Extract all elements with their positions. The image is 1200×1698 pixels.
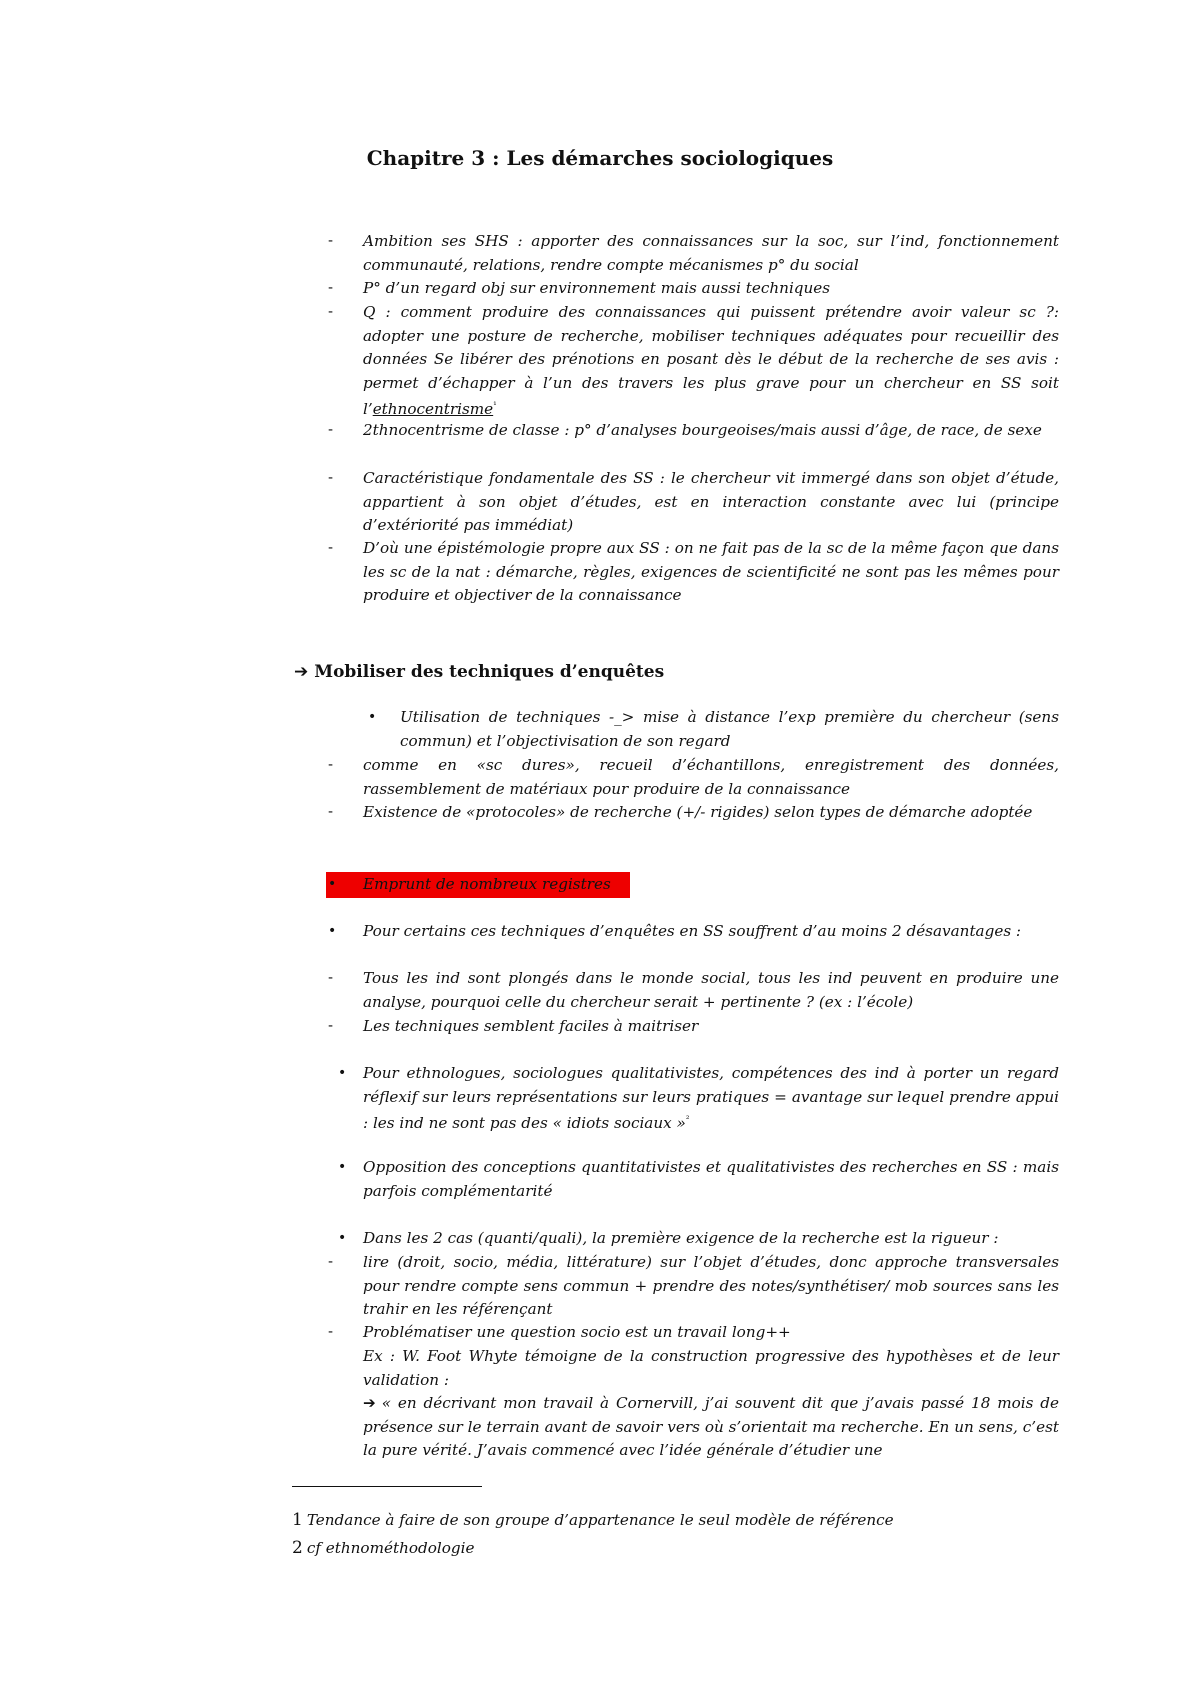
list-dash: -	[328, 757, 334, 773]
list-item-text: Q : comment produire des connaissances qui puissent prétendre avoir valeur sc ?: adopter une posture de recherche, mobiliser techniques adéquates pour recueillir des données Se libérer des prénotions en posant dès le début de la recherche de ses avis : permet d’échapper à l’un des travers les plus grave pour un chercheur en SS soit l’	[363, 303, 1059, 418]
list-item: Ambition ses SHS : apporter des connaissances sur la soc, sur l’ind, fonctionnement communauté, relations, rendre compte mécanismes p° du social	[363, 232, 1059, 274]
ethnocentrisme-term: ethnocentrisme	[372, 400, 494, 418]
list-item: lire (droit, socio, média, littérature) sur l’objet d’études, donc approche transversales pour rendre compte sens commun + prendre des notes/synthétiser/ mob sources sans les trahir en les référençant	[363, 1253, 1059, 1318]
footnote-number: 1	[292, 1510, 303, 1530]
footnote-text: Tendance à faire de son groupe d’appartenance le seul modèle de référence	[306, 1511, 894, 1529]
list-item-highlighted: Emprunt de nombreux registres	[363, 875, 611, 893]
list-item	[363, 1062, 1059, 1136]
section-heading-text: Mobiliser des techniques d’enquêtes	[314, 662, 665, 682]
list-item: Problématiser une question socio est un travail long++	[363, 1323, 791, 1341]
footnote	[292, 1538, 474, 1558]
list-dash: -	[328, 470, 334, 486]
list-dash: -	[328, 970, 334, 986]
footnote-ref: ¹	[493, 401, 497, 411]
list-bullet: •	[328, 923, 337, 939]
section-heading	[294, 662, 664, 682]
list-item: P° d’un regard obj sur environnement mais aussi techniques	[363, 279, 831, 297]
list-bullet: •	[338, 1065, 347, 1081]
list-item: Les techniques semblent faciles à maitriser	[363, 1017, 699, 1035]
list-item-text: Pour ethnologues, sociologues qualitativistes, compétences des ind à porter un regard réflexif sur leurs représentations sur leurs pratiques = avantage sur lequel prendre appui : les ind ne sont pas des « idiots sociaux »	[363, 1064, 1059, 1132]
footnote-separator	[292, 1486, 482, 1487]
list-dash: -	[328, 280, 334, 296]
list-item: Utilisation de techniques -_> mise à distance l’exp première du chercheur (sens commun) et l’objectivisation de son regard	[400, 708, 1059, 750]
list-dash: -	[328, 233, 334, 249]
list-item: D’où une épistémologie propre aux SS : on ne fait pas de la sc de la même façon que dans les sc de la nat : démarche, règles, exigences de scientificité ne sont pas les mêmes pour produire et objectiver de la connaissance	[363, 539, 1059, 604]
footnote	[292, 1510, 894, 1530]
list-item: Opposition des conceptions quantitativistes et qualitativistes des recherches en SS : mais parfois complémentarité	[363, 1158, 1059, 1200]
arrow-icon: ➔	[294, 662, 309, 682]
list-item: Tous les ind sont plongés dans le monde social, tous les ind peuvent en produire une analyse, pourquoi celle du chercheur serait + pertinente ? (ex : l’école)	[363, 969, 1059, 1011]
example-paragraph: Ex : W. Foot Whyte témoigne de la construction progressive des hypothèses et de leur validation :	[363, 1347, 1059, 1389]
list-dash: -	[328, 540, 334, 556]
footnote-ref: ²	[685, 1115, 690, 1125]
footnote-text: cf ethnométhodologie	[306, 1539, 475, 1557]
list-item: comme en «sc dures», recueil d’échantillons, enregistrement des données, rassemblement de matériaux pour produire de la connaissance	[363, 756, 1059, 798]
footnote-number: 2	[292, 1538, 303, 1558]
list-item: Caractéristique fondamentale des SS : le chercheur vit immergé dans son objet d’étude, appartient à son objet d’études, est en interaction constante avec lui (principe d’extériorité pas immédiat)	[363, 469, 1059, 534]
list-item	[363, 301, 1059, 422]
list-dash: -	[328, 804, 334, 820]
list-item: 2thnocentrisme de classe : p° d’analyses bourgeoises/mais aussi d’âge, de race, de sexe	[363, 421, 1042, 439]
list-dash: -	[328, 304, 334, 320]
list-bullet: •	[328, 876, 337, 892]
list-item: Existence de «protocoles» de recherche (+/- rigides) selon types de démarche adoptée	[363, 803, 1033, 821]
arrow-icon: ➔	[363, 1394, 376, 1412]
list-bullet: •	[338, 1230, 347, 1246]
list-item: Dans les 2 cas (quanti/quali), la première exigence de la recherche est la rigueur :	[363, 1229, 999, 1247]
page-title: Chapitre 3 : Les démarches sociologiques	[366, 146, 834, 170]
list-bullet: •	[368, 709, 377, 725]
list-dash: -	[328, 422, 334, 438]
list-dash: -	[328, 1018, 334, 1034]
list-bullet: •	[338, 1159, 347, 1175]
quote-paragraph	[363, 1392, 1059, 1463]
list-item: Pour certains ces techniques d’enquêtes en SS souffrent d’au moins 2 désavantages :	[363, 922, 1022, 940]
quote-text: « en décrivant mon travail à Cornervill, j’ai souvent dit que j’avais passé 18 mois de présence sur le terrain avant de savoir vers où s’orientait ma recherche. En un sens, c’est la pure vérité. J’avais commencé avec l’idée générale d’étudier une	[363, 1394, 1059, 1459]
list-dash: -	[328, 1324, 334, 1340]
list-dash: -	[328, 1254, 334, 1270]
